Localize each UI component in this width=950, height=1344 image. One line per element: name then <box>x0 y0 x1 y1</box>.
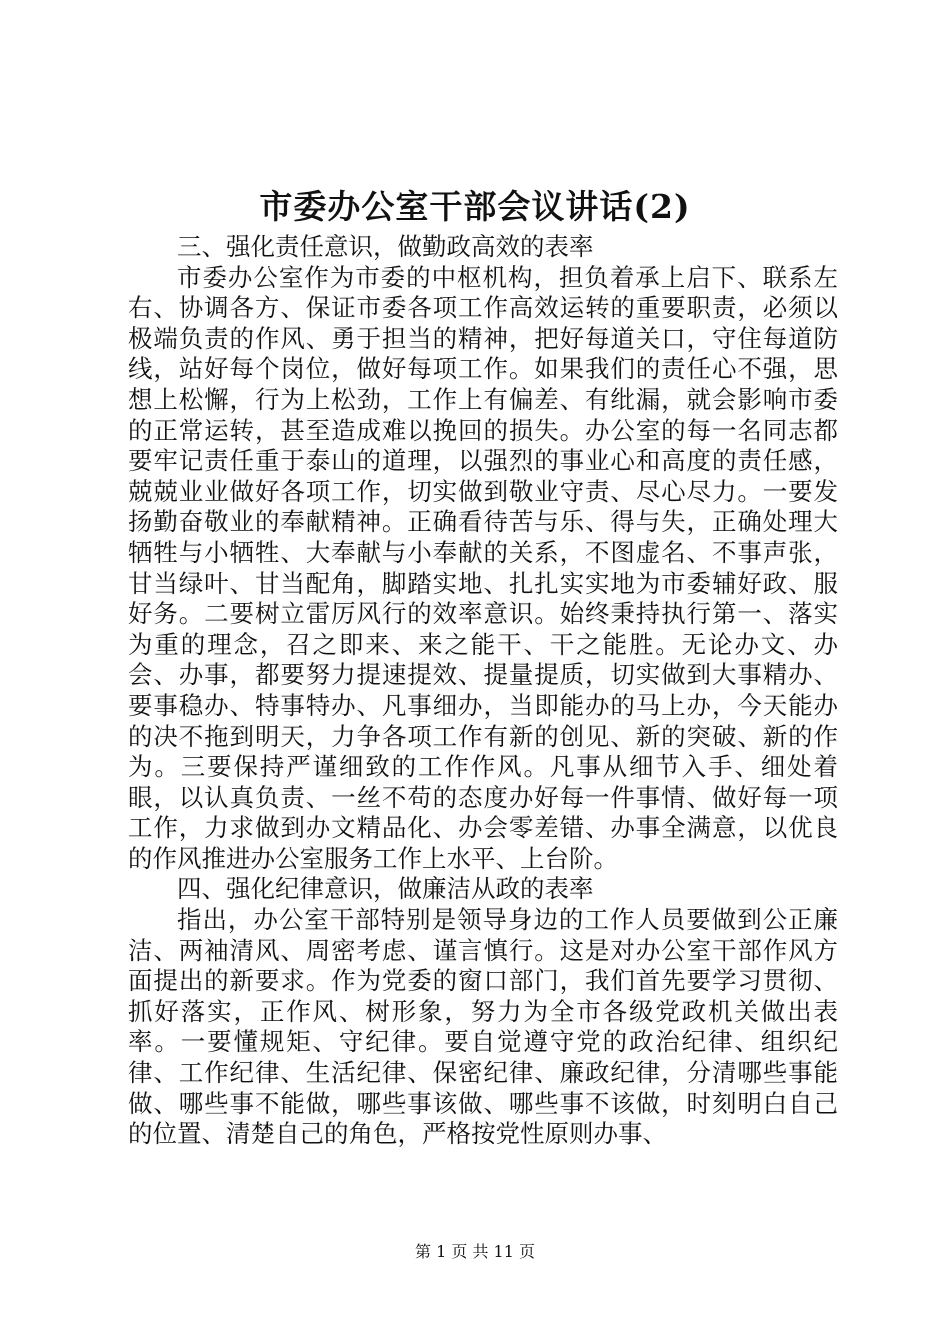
document-title: 市委办公室干部会议讲话(2) <box>259 187 691 226</box>
page-number-footer: 第 1 页 共 11 页 <box>415 1242 535 1261</box>
paragraph-discipline: 指出，办公室干部特别是领导身边的工作人员要做到公正廉洁、两袖清风、周密考虑、谨言慎行。这是对办公室干部作风方面提出的新要求。作为党委的窗口部门，我们首先要学习贯彻、抓好落实，正作风、树形象，努力为全市各级党政机关做出表率。一要懂规矩、守纪律。要自觉遵守党的政治纪律、组织纪律、工作纪律、生活纪律、保密纪律、廉政纪律，分清哪些事能做、哪些事不能做，哪些事该做、哪些事不该做，时刻明白自己的位置、清楚自己的角色，严格按党性原则办事、 <box>128 905 838 1149</box>
section-heading-3: 三、强化责任意识，做勤政高效的表率 <box>177 232 594 261</box>
section-heading-4: 四、强化纪律意识，做廉洁从政的表率 <box>177 874 594 904</box>
document-body <box>128 232 838 1150</box>
paragraph-responsibility: 市委办公室作为市委的中枢机构，担负着承上启下、联系左右、协调各方、保证市委各项工作高效运转的重要职责，必须以极端负责的作风、勇于担当的精神，把好每道关口，守住每道防线，站好每个岗位，做好每项工作。如果我们的责任心不强，思想上松懈，行为上松劲，工作上有偏差、有纰漏，就会影响市委的正常运转，甚至造成难以挽回的损失。办公室的每一名同志都要牢记责任重于泰山的道理，以强烈的事业心和高度的责任感，兢兢业业做好各项工作，切实做到敬业守责、尽心尽力。一要发扬勤奋敬业的奉献精神。正确看待苦与乐、得与失，正确处理大牺牲与小牺牲、大奉献与小奉献的关系，不图虚名、不事声张，甘当绿叶、甘当配角，脚踏实地、扎扎实实地为市委辅好政、服好务。二要树立雷厉风行的效率意识。始终秉持执行第一、落实为重的理念，召之即来、来之能干、干之能胜。无论办文、办会、办事，都要努力提速提效、提量提质，切实做到大事精办、要事稳办、特事特办、凡事细办，当即能办的马上办，今天能办的决不拖到明天，力争各项工作有新的创见、新的突破、新的作为。三要保持严谨细致的工作作风。凡事从细节入手、细处着眼，以认真负责、一丝不苟的态度办好每一件事情、做好每一项工作，力求做到办文精品化、办会零差错、办事全满意，以优良的作风推进办公室服务工作上水平、上台阶。 <box>128 262 838 873</box>
